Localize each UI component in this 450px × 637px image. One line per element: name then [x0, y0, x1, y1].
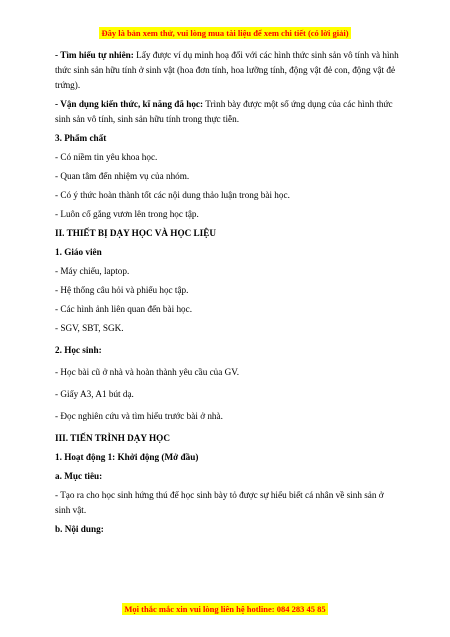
- heading-tien-trinh: III. TIẾN TRÌNH DẠY HỌC: [55, 433, 170, 443]
- list-item: - Các hình ảnh liên quan đến bài học.: [55, 304, 193, 314]
- list-item: - Luôn cố gắng vươn lên trong học tập.: [55, 209, 199, 219]
- paragraph-van-dung: [55, 97, 400, 127]
- list-item: - Học bài cũ ở nhà và hoàn thành yêu cầu của GV.: [55, 367, 240, 377]
- hotline-footer: [0, 599, 450, 617]
- list-item: - Có niềm tin yêu khoa học.: [55, 152, 158, 162]
- list-item: - SGV, SBT, SGK.: [55, 323, 124, 333]
- list-item: - Hệ thống câu hỏi và phiếu học tập.: [55, 285, 189, 295]
- list-item: - Máy chiếu, laptop.: [55, 266, 130, 276]
- heading-giao-vien: 1. Giáo viên: [55, 247, 102, 257]
- document-body: [55, 48, 400, 537]
- heading-pham-chat: 3. Phẩm chất: [55, 133, 107, 143]
- list-item: - Có ý thức hoàn thành tốt các nội dung thảo luận trong bài học.: [55, 190, 290, 200]
- heading-muc-tieu: a. Mục tiêu:: [55, 471, 103, 481]
- text-van-dung: Trình bày được một số ứng dụng của các hình thức sinh sản vô tính, sinh sản hữu tính trong thực tiễn.: [55, 99, 393, 124]
- label-van-dung: - Vận dụng kiến thức, kĩ năng đã học:: [55, 99, 204, 109]
- heading-thiet-bi: II. THIẾT BỊ DẠY HỌC VÀ HỌC LIỆU: [55, 228, 216, 238]
- label-tim-hieu-tu-nhien: - Tìm hiểu tự nhiên:: [55, 50, 134, 60]
- preview-banner: [0, 23, 450, 41]
- list-item: - Quan tâm đến nhiệm vụ của nhóm.: [55, 171, 190, 181]
- heading-hoc-sinh: 2. Học sinh:: [55, 345, 102, 355]
- paragraph-muc-tieu: - Tạo ra cho học sinh hứng thú để học sinh bày tỏ được sự hiểu biết cá nhân về sinh sản ở sinh vật.: [55, 490, 384, 515]
- paragraph-tim-hieu-tu-nhien: [55, 48, 400, 93]
- heading-noi-dung: b. Nội dung:: [55, 524, 104, 534]
- text-tim-hieu-tu-nhien: Lấy được ví dụ minh hoạ đối với các hình thức sinh sản vô tính và hình thức sinh sản hữu tính ở sinh vật (hoa đơn tính, hoa lưỡng tính, động vật đẻ con, động vật đẻ trứng).: [55, 50, 399, 90]
- list-item: - Giấy A3, A1 bút dạ.: [55, 389, 134, 399]
- list-item: - Đọc nghiên cứu và tìm hiểu trước bài ở nhà.: [55, 411, 223, 421]
- heading-hoat-dong-1: 1. Hoạt động 1: Khởi động (Mở đầu): [55, 452, 199, 462]
- preview-banner-text: Đây là bản xem thử, vui lòng mua tài liệu để xem chi tiết (có lời giải): [101, 28, 349, 38]
- hotline-footer-text: Mọi thắc mắc xin vui lòng liên hệ hotline: 084 283 45 85: [124, 604, 326, 614]
